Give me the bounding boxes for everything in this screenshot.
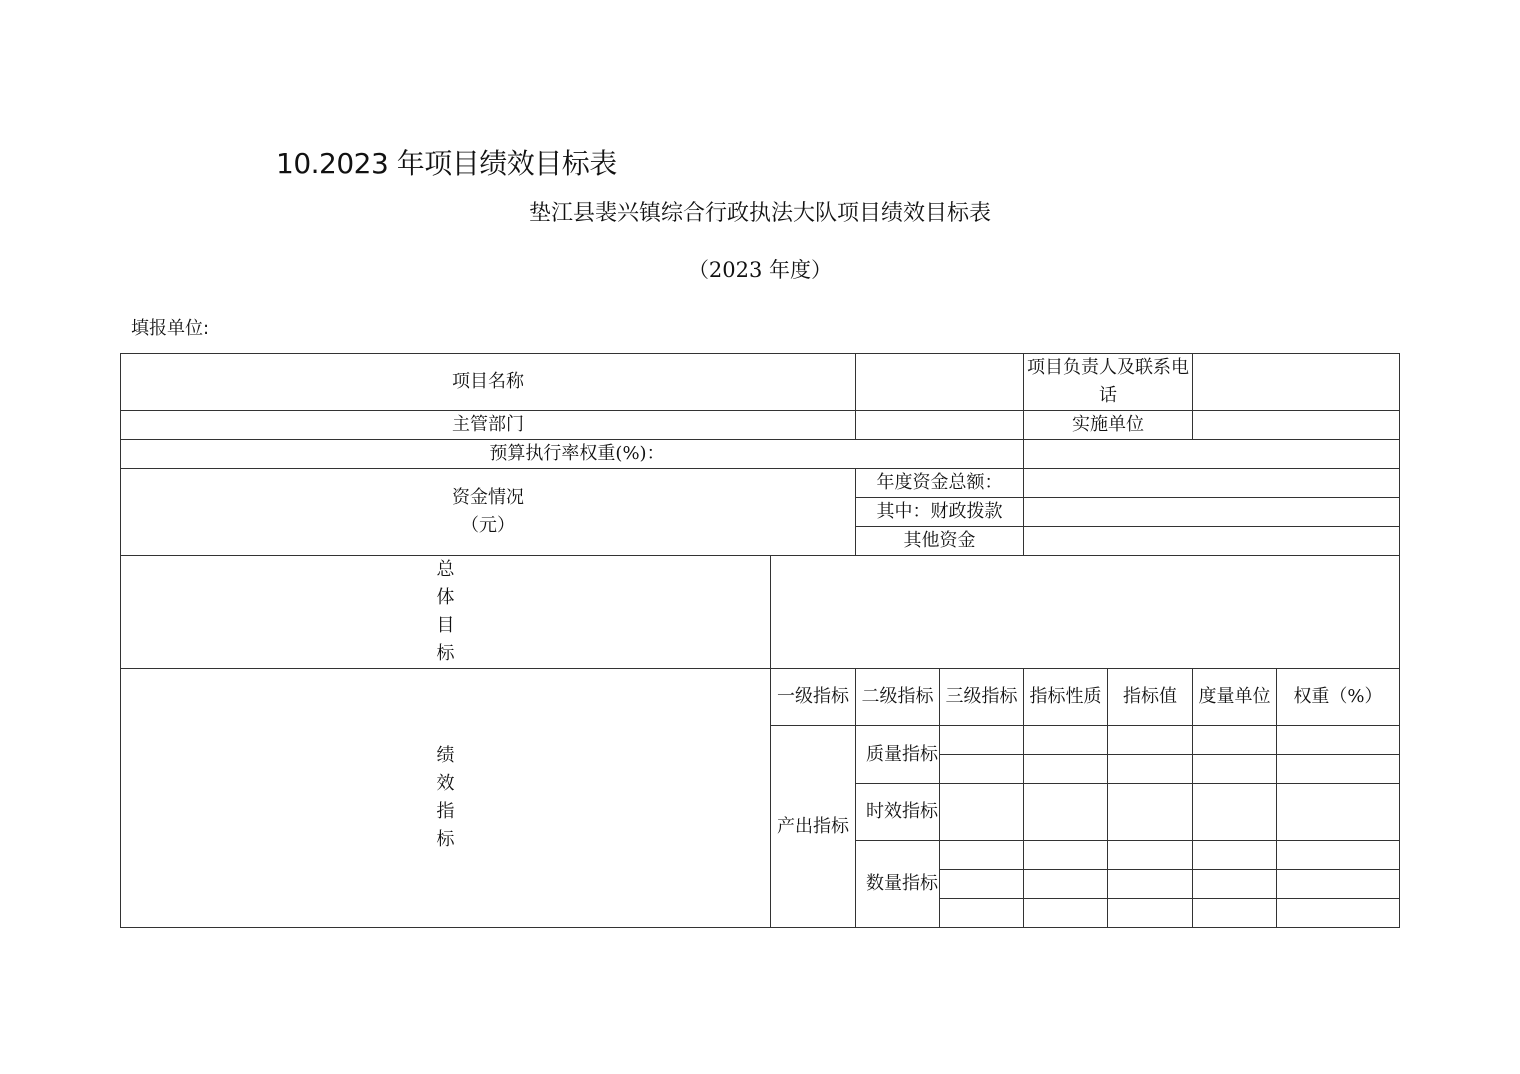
perf-indicator-char: 标 xyxy=(436,829,455,850)
cell[interactable] xyxy=(1277,870,1400,899)
header-value: 指标值 xyxy=(1108,669,1193,726)
overall-goal-char: 目 xyxy=(436,615,455,636)
perf-indicator-label xyxy=(121,669,771,928)
form-title: 垫江县裴兴镇综合行政执法大队项目绩效目标表 xyxy=(528,201,991,226)
other-funds-label: 其他资金 xyxy=(856,527,1024,556)
quality-indicator-label: 质量指标 xyxy=(856,726,940,784)
cell[interactable] xyxy=(1024,870,1108,899)
cell[interactable] xyxy=(1193,841,1277,870)
cell[interactable] xyxy=(1024,899,1108,928)
cell[interactable] xyxy=(1108,784,1193,841)
cell[interactable] xyxy=(1193,755,1277,784)
cell[interactable] xyxy=(1108,870,1193,899)
department-value[interactable] xyxy=(856,411,1024,440)
cell[interactable] xyxy=(940,899,1024,928)
header-weight: 权重（%） xyxy=(1277,669,1400,726)
budget-rate-label: 预算执行率权重(%)： xyxy=(121,440,1024,469)
cell[interactable] xyxy=(1108,755,1193,784)
timeliness-indicator-label: 时效指标 xyxy=(856,784,940,841)
cell[interactable] xyxy=(1193,726,1277,755)
cell[interactable] xyxy=(1277,755,1400,784)
fiscal-label: 其中：财政拨款 xyxy=(856,498,1024,527)
cell[interactable] xyxy=(1193,784,1277,841)
page-heading: 10.2023 年项目绩效目标表 xyxy=(276,147,617,180)
header-nature: 指标性质 xyxy=(1024,669,1108,726)
funds-title: 资金情况 xyxy=(452,487,524,508)
cell[interactable] xyxy=(1108,726,1193,755)
cell[interactable] xyxy=(1108,899,1193,928)
other-funds-value[interactable] xyxy=(1024,527,1400,556)
project-name-value[interactable] xyxy=(856,354,1024,411)
cell[interactable] xyxy=(1024,755,1108,784)
cell[interactable] xyxy=(1024,841,1108,870)
cell[interactable] xyxy=(940,784,1024,841)
project-lead-value[interactable] xyxy=(1193,354,1400,411)
cell[interactable] xyxy=(1277,784,1400,841)
header-level2: 二级指标 xyxy=(856,669,940,726)
cell[interactable] xyxy=(1277,726,1400,755)
funds-label xyxy=(121,469,856,556)
cell[interactable] xyxy=(1108,841,1193,870)
overall-goal-char: 总 xyxy=(436,559,455,580)
cell[interactable] xyxy=(1277,899,1400,928)
perf-indicator-char: 效 xyxy=(436,773,455,794)
budget-rate-value[interactable] xyxy=(1024,440,1400,469)
cell[interactable] xyxy=(940,755,1024,784)
cell[interactable] xyxy=(1277,841,1400,870)
header-level3: 三级指标 xyxy=(940,669,1024,726)
performance-target-table xyxy=(120,353,1400,928)
reporting-unit-label: 填报单位: xyxy=(131,318,210,339)
perf-indicator-char: 绩 xyxy=(436,745,455,766)
overall-goal-label xyxy=(121,556,771,669)
output-indicator-label: 产出指标 xyxy=(771,726,856,928)
department-label: 主管部门 xyxy=(121,411,856,440)
cell[interactable] xyxy=(940,841,1024,870)
overall-goal-value[interactable] xyxy=(771,556,1400,669)
quantity-indicator-label: 数量指标 xyxy=(856,841,940,928)
header-level1: 一级指标 xyxy=(771,669,856,726)
overall-goal-char: 体 xyxy=(436,587,455,608)
cell[interactable] xyxy=(1193,899,1277,928)
cell[interactable] xyxy=(1193,870,1277,899)
perf-indicator-char: 指 xyxy=(436,801,455,822)
cell[interactable] xyxy=(940,726,1024,755)
fiscal-value[interactable] xyxy=(1024,498,1400,527)
project-lead-label: 项目负责人及联系电话 xyxy=(1024,354,1193,411)
impl-unit-label: 实施单位 xyxy=(1024,411,1193,440)
header-unit: 度量单位 xyxy=(1193,669,1277,726)
project-name-label: 项目名称 xyxy=(121,354,856,411)
annual-total-value[interactable] xyxy=(1024,469,1400,498)
overall-goal-char: 标 xyxy=(436,643,455,664)
annual-total-label: 年度资金总额： xyxy=(856,469,1024,498)
form-year: （2023 年度） xyxy=(687,258,833,282)
cell[interactable] xyxy=(1024,784,1108,841)
cell[interactable] xyxy=(940,870,1024,899)
funds-unit: （元） xyxy=(461,515,515,536)
impl-unit-value[interactable] xyxy=(1193,411,1400,440)
cell[interactable] xyxy=(1024,726,1108,755)
